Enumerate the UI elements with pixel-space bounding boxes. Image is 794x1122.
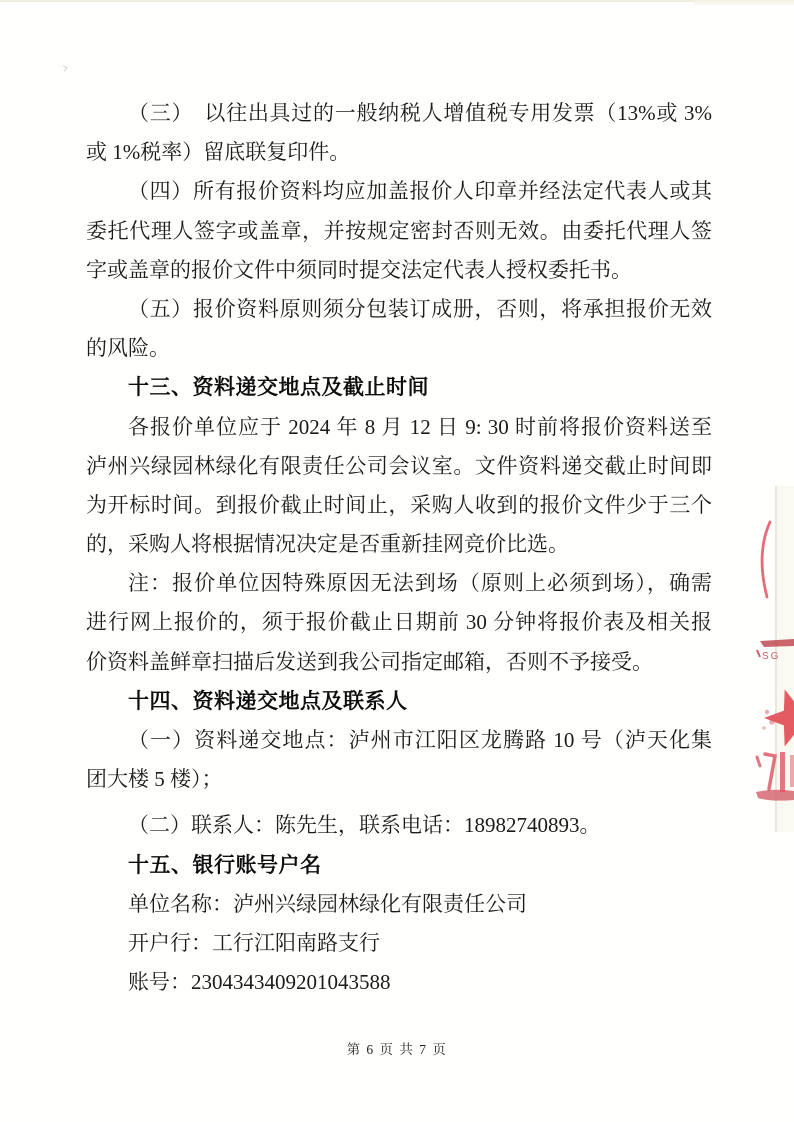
text-line: （四）所有报价资料均应加盖报价人印章并经法定代表人或其: [128, 179, 712, 204]
section-heading: 十三、资料递交地点及截止时间: [128, 376, 429, 400]
section-heading: 十五、银行账号户名: [128, 853, 322, 877]
text-line: 注：报价单位因特殊原因无法到场（原则上必须到场），确需: [128, 571, 712, 596]
red-seal-fragments: [734, 500, 794, 840]
text-line: 账号：2304343409201043588: [128, 970, 391, 995]
page-top-edge: [0, 0, 794, 2]
page-footer: 第 6 页 共 7 页: [346, 1042, 448, 1057]
document-text: [86, 94, 712, 1002]
seal-stroke-seven: [765, 754, 775, 789]
text-line: （三） 以往出具过的一般纳税人增值税专用发票（13%或 3%: [128, 101, 712, 125]
seal-band-fragment: [760, 639, 794, 647]
text-line: 进行网上报价的，须于报价截止日期前 30 分钟将报价表及相关报: [86, 610, 712, 635]
seal-arc-icon: [762, 522, 770, 597]
text-line: 或 1%税率）留底联复印件。: [86, 140, 351, 165]
text-line: 开户行：工行江阳南路支行: [128, 930, 380, 955]
seal-stroke-vertical: [780, 752, 785, 792]
text-line: 价资料盖鲜章扫描后发送到我公司指定邮箱，否则不予接受。: [86, 649, 653, 674]
seal-stroke-vertical-edge: [790, 755, 794, 787]
text-line: 单位名称：泸州兴绿园林绿化有限责任公司: [128, 891, 527, 916]
seal-tick: [757, 650, 760, 657]
text-line: 的，采购人将根据情况决定是否重新挂网竞价比选。: [86, 532, 569, 557]
section-heading: 十四、资料递交地点及联系人: [128, 689, 408, 713]
scan-artifact-corner: [694, 0, 794, 5]
seal-bottom-blob: [756, 790, 794, 801]
seal-letters: SG: [762, 651, 781, 662]
text-line: 泸州兴绿园林绿化有限责任公司会议室。文件资料递交截止时间即: [86, 453, 712, 478]
text-line: 的风险。: [86, 336, 170, 361]
seal-speckle: [775, 713, 779, 717]
scan-artifact-mark: ›: [60, 57, 71, 78]
text-line: 团大楼 5 楼）；: [86, 767, 223, 792]
seal-star-icon: [764, 690, 794, 747]
text-line: （五）报价资料原则须分包装订成册，否则，将承担报价无效: [128, 296, 712, 321]
seal-speckle: [762, 726, 766, 730]
text-line: （一）资料递交地点：泸州市江阳区龙腾路 10 号（泸天化集: [128, 728, 712, 752]
text-line: 各报价单位应于 2024 年 8 月 12 日 9: 30 时前将报价资料送至: [128, 414, 712, 439]
text-line: （二）联系人：陈先生，联系电话：18982740893。: [128, 813, 601, 838]
text-line: 字或盖章的报价文件中须同时提交法定代表人授权委托书。: [86, 257, 632, 282]
text-line: 为开标时间。到报价截止时间止，采购人收到的报价文件少于三个: [86, 492, 712, 517]
seal-speckle: [769, 719, 775, 725]
seal-stroke-apostrophe: [757, 757, 760, 766]
seal-speckle: [765, 710, 769, 714]
text-line: 委托代理人签字或盖章，并按规定密封否则无效。由委托代理人签: [86, 218, 712, 243]
